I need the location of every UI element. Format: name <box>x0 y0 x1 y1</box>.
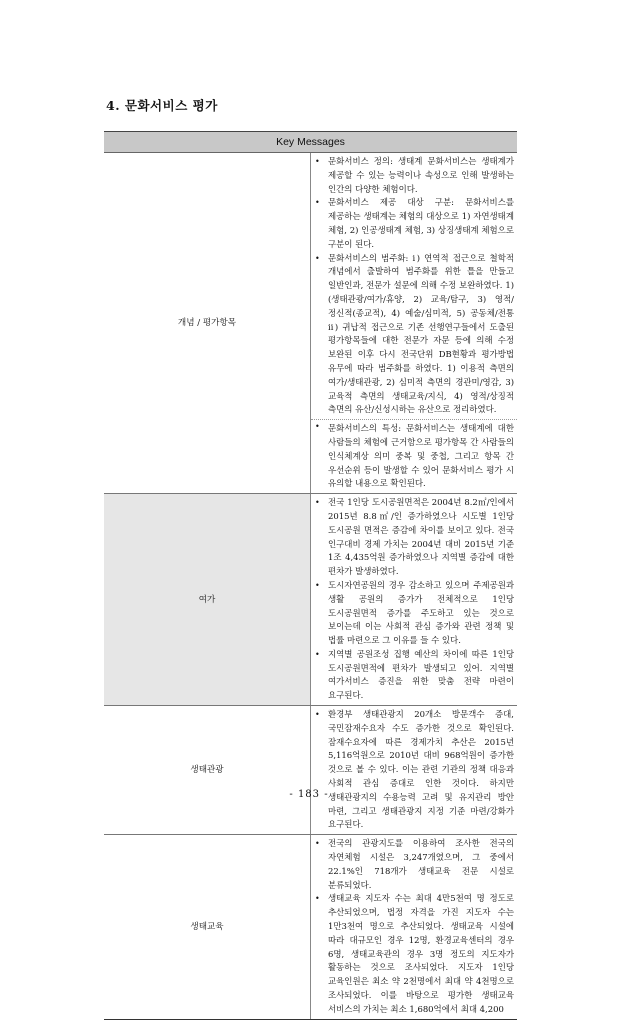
bullet-icon: • <box>315 894 320 904</box>
message-text: 생태교육 지도자 수는 최대 4만5천여 명 정도로 추산되었으며, 법정 자격을 가진 지도자 수는 1만3천여 명으로 추산되었다. 생태교육 시설에 따라 대규모인 경우 12명, 환경교육센터의 경우 6명, 생태교육관의 경우 3명 정도의 지도자가 활동하는 것으로 조사되었다. 지도자 1인당 교육인원은 최소 약 2천명에서 최대 약 4천명으로 조사되었다. 이를 바탕으로 평가한 생태교육 서비스의 가치는 최소 1,680억에서 최대 4,200 <box>328 893 514 1014</box>
message-item <box>311 648 517 703</box>
table-header: Key Messages <box>104 132 517 153</box>
message-item <box>311 196 517 251</box>
message-text: 문화서비스 정의: 생태계 문화서비스는 생태계가 제공할 수 있는 능력이나 속성으로 인해 발생하는 인간의 다양한 체험이다. <box>328 156 514 194</box>
bullet-icon: • <box>315 649 320 659</box>
key-messages-table <box>104 131 517 1020</box>
message-text: 문화서비스의 범주화: ⅰ) 연역적 접근으로 철학적 개념에서 출발하여 범주화를 위한 틀을 만들고 일반인과, 전문가 설문에 의해 수정 보완하였다. 1) (생태관광/여가/휴양, 2) 교육/탐구, 3) 영적/정신적(종교적), 4) 예술/심미적, 5) 공동체/전통 ⅱ) 귀납적 접근으로 기존 선행연구들에서 도출된 평가항목들에 대한 전문가 자문 등에 의해 수정 보완된 이후 다시 전국단위 DB현황과 평가방법 유무에 따라 범주화를 하였다. 1) 이용적 측면의 여가/생태관광, 2) 심미적 측면의 경관미/영감, 3) 교육적 측면의 생태교육/지식, 4) 영적/상징적 측면의 유산/신성시하는 유산으로 정리하였다. <box>328 252 514 415</box>
row-content <box>311 494 518 706</box>
message-item <box>311 892 517 1016</box>
table-row <box>104 706 517 835</box>
message-text: 전국 1인당 도시공원면적은 2004년 8.2㎡/인에서 2015년 8.8㎡/인 증가하였으나 시도별 1인당 도시공원 면적은 증감에 차이를 보이고 있다. 전국 인구대비 경제 가치는 2004년 대비 2015년 기준 1조 4,435억원 증가하였으나 지역별 증감에 대한 편차가 발생하였다. <box>328 497 514 577</box>
bullet-icon: • <box>315 839 320 849</box>
message-text: 문화서비스 제공 대상 구분: 문화서비스를 제공하는 생태계는 체험의 대상으로 1) 자연생태계 체험, 2) 인공생태계 체험, 3) 상징생태계 체험으로 구분이 된다. <box>328 197 514 249</box>
message-text: 문화서비스의 특성: 문화서비스는 생태계에 대한 사람들의 체험에 근거함으로 평가항목 간 사람들의 인식체계상 의미 중복 및 중첩, 그리고 항목 간 우선순위 등이 발생할 수 있어 문화서비스 평가 시 유의할 내용으로 확인된다. <box>328 423 514 489</box>
row-content <box>311 835 518 1019</box>
row-content <box>311 706 518 835</box>
table-row <box>104 835 517 1019</box>
bullet-icon: • <box>315 710 320 720</box>
message-item <box>311 496 517 579</box>
message-item <box>311 579 517 648</box>
section-heading: 4. 문화서비스 평가 <box>106 98 218 113</box>
bullet-icon: • <box>315 422 320 432</box>
message-item <box>311 708 517 832</box>
bullet-icon: • <box>315 253 320 263</box>
message-item <box>311 155 517 196</box>
row-category: 개념 / 평가항목 <box>104 153 311 494</box>
page-number: - 183 - <box>289 789 329 800</box>
bullet-icon: • <box>315 580 320 590</box>
table-row <box>104 494 517 706</box>
message-item <box>311 837 517 892</box>
message-text: 도시자연공원의 경우 감소하고 있으며 주제공원과 생활 공원의 증가가 전체적으로 1인당 도시공원면적 증가를 주도하고 있는 것으로 보이는데 이는 사회적 관심 증가와 관련 정책 및 법률 마련으로 그 이유를 들 수 있다. <box>328 579 514 646</box>
row-category: 생태교육 <box>104 835 311 1019</box>
message-text: 지역별 공원조성 집행 예산의 차이에 따른 1인당 도시공원면적에 편차가 발생되고 있어. 지역별 여가서비스 증진을 위한 맞춤 전략 마련이 요구된다. <box>328 648 514 701</box>
bullet-icon: • <box>315 198 320 208</box>
message-text: 전국의 관광지도를 이용하여 조사한 전국의 자연체험 시설은 3,247개였으며, 그 중에서 22.1%인 718개가 생태교육 전문 시설로 분류되었다. <box>328 838 514 890</box>
row-content <box>311 153 518 494</box>
message-item <box>311 419 517 491</box>
table-row <box>104 153 517 494</box>
row-category: 생태관광 <box>104 706 311 835</box>
message-item <box>311 252 517 418</box>
message-text: 환경부 생태관광지 20개소 방문객수 증대, 국민잠재수요자 수도 증가한 것으로 확인된다. 잠재수요자에 따른 경제가치 추산은 2015년 5,116억원으로 2010년 대비 968억원이 증가한 것으로 볼 수 있다. 이는 관련 기관의 정책 대응과 사회적 관심 증대로 인한 것이다. 하지만 생태관광지의 수용능력 고려 및 유지관리 방안 마련, 그리고 생태관광지 지정 기준 마련/강화가 요구된다. <box>328 709 514 830</box>
bullet-icon: • <box>315 498 320 508</box>
bullet-icon: • <box>315 157 320 166</box>
row-category: 여가 <box>104 494 311 706</box>
